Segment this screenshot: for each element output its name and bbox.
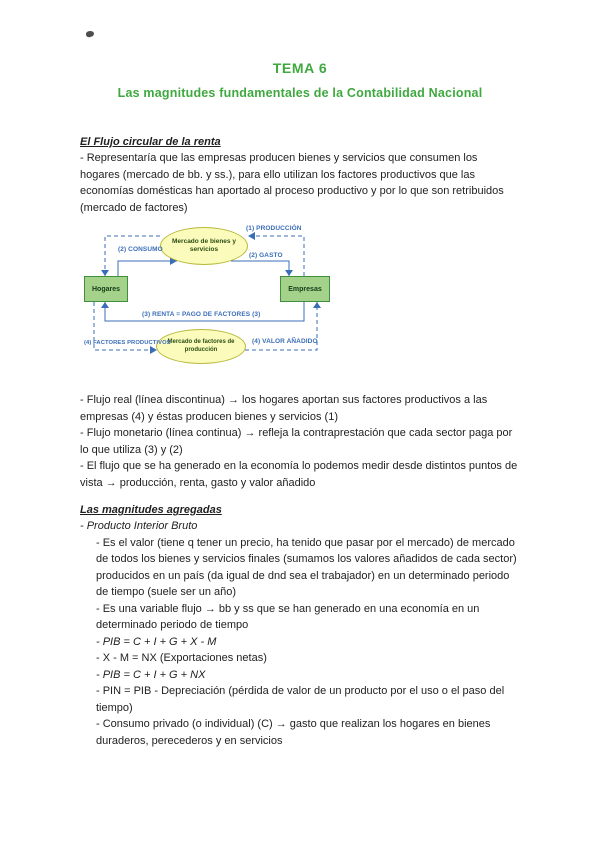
section-heading-flujo-circular: El Flujo circular de la renta xyxy=(80,136,221,148)
households-box: Hogares xyxy=(84,276,128,302)
formula-pib-gasto: - PIB = C + I + G + X - M xyxy=(96,635,217,648)
doc-subtitle: Las magnitudes fundamentales de la Contabilidad Nacional xyxy=(117,86,483,100)
pib-section xyxy=(80,535,520,750)
label-renta-pago-factores: (3) RENTA = PAGO DE FACTORES (3) xyxy=(142,311,261,318)
circular-flow-diagram xyxy=(84,224,424,372)
pib-subheading: - Producto Interior Bruto xyxy=(80,520,198,532)
consumo-privado-paragraph: - Consumo privado (o individual) (C) → gasto que realizan los hogares en bienes duraderos, perecederos y en servicios xyxy=(96,718,491,747)
ink-smudge xyxy=(85,30,94,38)
label-consumo: (2) CONSUMO xyxy=(118,246,163,253)
section-heading-magnitudes-agregadas: Las magnitudes agregadas xyxy=(80,504,222,516)
formula-exportaciones-netas: - X - M = NX (Exportaciones netas) xyxy=(96,652,267,664)
firms-box: Empresas xyxy=(280,276,330,302)
flow-bullet-medicion: - El flujo que se ha generado en la economía lo podemos medir desde distintos puntos de vista → producción, renta, gasto y valor añadido xyxy=(80,460,518,489)
goods-market-label: Mercado de bienes y servicios xyxy=(172,238,236,253)
formula-pib-nx: - PIB = C + I + G + NX xyxy=(96,668,206,681)
factors-market-label: Mercado de factores de producción xyxy=(167,339,235,353)
label-produccion: (1) PRODUCCIÓN xyxy=(246,225,302,232)
goods-market-ellipse xyxy=(160,227,248,265)
pib-bullet-definicion: - Es el valor (tiene q tener un precio, ha tenido que pasar por el mercado) de mercado de todos los bienes y servicios finales (sumamos los valores añadidos de cada sector) producidos en un país (da igual de dnd sea el trabajador) en un determinado periodo de tiempo (suele ser un año) xyxy=(96,536,517,598)
doc-title: TEMA 6 xyxy=(272,60,328,76)
formula-pin: - PIN = PIB - Depreciación (pérdida de valor de un producto por el uso o el paso del tiempo) xyxy=(96,685,505,714)
flow-intro-paragraph: - Representaría que las empresas producen bienes y servicios que consumen los hogares (mercado de bb. y ss.), para ello utilizan los factores productivos que las economías domésticas han aportado al proceso productivo y por lo que son retribuidos (mercado de factores) xyxy=(80,152,504,214)
label-factores-productivos: (4) FACTORES PRODUCTIVOS xyxy=(84,340,171,346)
label-valor-anadido: (4) VALOR AÑADIDO xyxy=(252,338,318,345)
flow-bullet-flujo-real: - Flujo real (línea discontinua) → los hogares aportan sus factores productivos a las empresas (4) y éstas producen bienes y servicios (1) xyxy=(80,394,488,423)
pib-bullet-variable-flujo: - Es una variable flujo → bb y ss que se han generado en una economía en un determinado periodo de tiempo xyxy=(96,602,480,631)
label-gasto: (2) GASTO xyxy=(249,252,283,259)
factors-market-ellipse xyxy=(156,329,246,364)
flow-bullet-flujo-monetario: - Flujo monetario (línea continua) → refleja la contraprestación que cada sector paga por lo que utiliza (3) y (2) xyxy=(80,427,513,456)
